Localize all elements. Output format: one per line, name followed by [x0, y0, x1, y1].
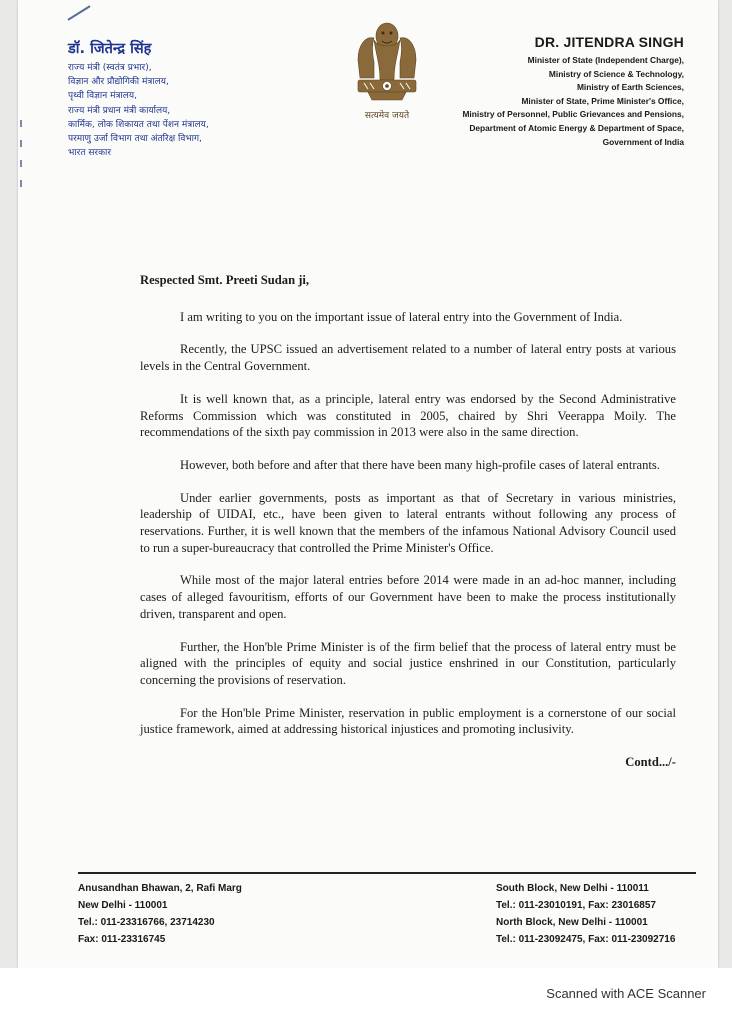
- punch-marks: [20, 120, 26, 200]
- footer-line: Tel.: 011-23010191, Fax: 23016857: [496, 900, 656, 911]
- hindi-minister-name: डॉ. जितेन्द्र सिंह: [68, 41, 152, 57]
- letter-paragraph: I am writing to you on the important issue of lateral entry into the Government of India.: [180, 309, 623, 324]
- letter-paragraph: Recently, the UPSC issued an advertisement related to a number of lateral entry posts at various levels in the Central Government.: [140, 342, 676, 374]
- hindi-designation-line: पृथ्वी विज्ञान मंत्रालय,: [68, 91, 137, 102]
- emblem-motto: सत्यमेव जयते: [364, 111, 410, 121]
- letter-paragraph: However, both before and after that there have been many high-profile cases of lateral entrants.: [180, 457, 660, 472]
- continued-marker: Contd.../-: [625, 755, 676, 770]
- scanner-footer-bar: [0, 968, 732, 1024]
- hindi-designation-line: परमाणु उर्जा विभाग तथा अंतरिक्ष विभाग,: [68, 134, 202, 145]
- footer-address-left: [78, 880, 348, 948]
- scanner-watermark: Scanned with ACE Scanner: [546, 986, 706, 1001]
- english-designation-line: Government of India: [602, 136, 684, 147]
- footer-address-right: [496, 880, 716, 948]
- hindi-letterhead: [68, 38, 308, 160]
- letter-body: [140, 272, 676, 771]
- letter-paragraph: It is well known that, as a principle, lateral entry was endorsed by the Second Administrative Reforms Commission which was constituted in 2005, chaired by Shri Veerappa Moily. The recommendations of the sixth pay commission in 2013 were also in the same direction.: [140, 391, 676, 440]
- letter-paragraph: While most of the major lateral entries before 2014 were made in an ad-hoc manner, including cases of alleged favouritism, efforts of our Government have been to make the process institutionally driven, transparent and open.: [140, 573, 676, 621]
- english-designation-line: Minister of State, Prime Minister's Office,: [521, 95, 684, 106]
- letter-page: [18, 0, 718, 968]
- footer-line: North Block, New Delhi - 110001: [496, 917, 648, 928]
- hindi-designation-line: विज्ञान और प्रौद्योगिकी मंत्रालय,: [68, 77, 169, 88]
- hindi-designation-line: राज्य मंत्री प्रधान मंत्री कार्यालय,: [68, 105, 171, 116]
- english-designation-line: Minister of State (Independent Charge),: [527, 55, 684, 65]
- footer-line: Anusandhan Bhawan, 2, Rafi Marg: [78, 883, 242, 894]
- english-designation-line: Department of Atomic Energy & Department of Space,: [469, 122, 684, 133]
- footer-line: New Delhi - 110001: [78, 900, 168, 911]
- english-minister-name: DR. JITENDRA SINGH: [534, 34, 684, 50]
- letter-paragraph: For the Hon'ble Prime Minister, reservation in public employment is a cornerstone of our social justice framework, aimed at addressing historical injustices and promoting inclusivity.: [140, 705, 676, 737]
- english-designation-line: Ministry of Earth Sciences,: [576, 82, 684, 93]
- english-letterhead: [354, 34, 684, 149]
- hindi-designation-line: कार्मिक, लोक शिकायत तथा पेंशन मंत्रालय,: [68, 119, 209, 130]
- english-designation-line: Ministry of Personnel, Public Grievances and Pensions,: [462, 109, 684, 120]
- footer-divider: [78, 872, 696, 874]
- footer-line: Tel.: 011-23092475, Fax: 011-23092716: [496, 934, 676, 945]
- footer-line: Fax: 011-23316745: [78, 934, 166, 945]
- pen-mark: [67, 5, 90, 20]
- hindi-designation-line: राज्य मंत्री (स्वतंत्र प्रभार),: [68, 63, 152, 73]
- letter-paragraph: Under earlier governments, posts as important as that of Secretary in various ministries, leadership of UIDAI, etc., have been given to lateral entrants without following any process of reservations. Further, it is well known that the members of the infamous National Advisory Council used to run a super-bureaucracy that controlled the Prime Minister's Office.: [140, 490, 676, 555]
- english-designation-line: Ministry of Science & Technology,: [548, 68, 684, 79]
- footer-line: South Block, New Delhi - 110011: [496, 883, 649, 894]
- footer-line: Tel.: 011-23316766, 23714230: [78, 917, 215, 928]
- hindi-designation-line: भारत सरकार: [68, 148, 112, 159]
- letter-paragraph: Further, the Hon'ble Prime Minister is of the firm belief that the process of lateral entry must be aligned with the principles of equity and social justice enshrined in our Constitution, particularly concerning the provisions of reservation.: [140, 639, 676, 687]
- salutation: Respected Smt. Preeti Sudan ji,: [140, 273, 310, 287]
